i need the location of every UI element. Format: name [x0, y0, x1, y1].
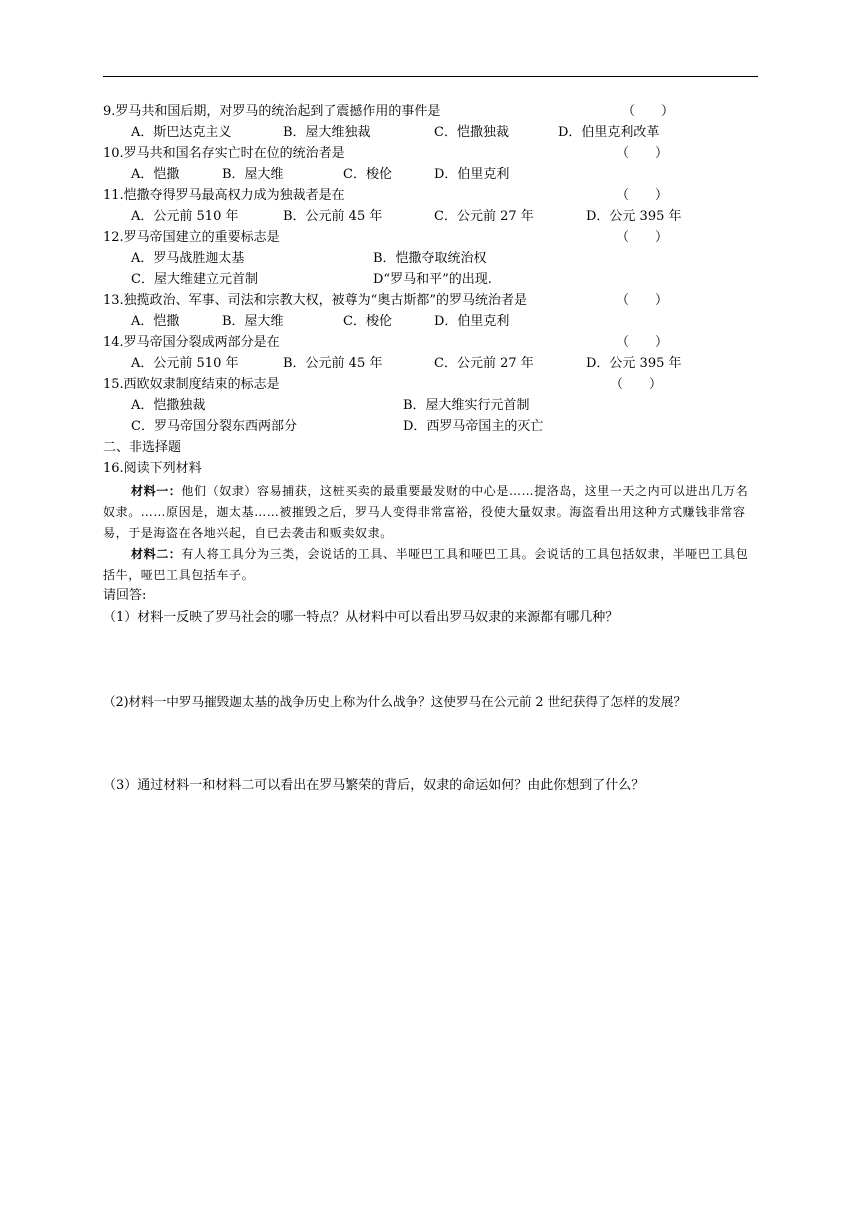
question-12-stem: 12.罗马帝国建立的重要标志是	[103, 230, 280, 245]
option-c: C．屋大维建立元首制	[131, 272, 258, 287]
answer-bracket: （ ）	[616, 293, 669, 308]
question-13-stem: 13.独揽政治、军事、司法和宗教大权，被尊为“奥古斯都”的罗马统治者是	[103, 293, 527, 308]
material-2-label: 材料二：	[131, 547, 182, 561]
section-heading: 二、非选择题	[103, 440, 182, 455]
option-d: D．伯里克利	[434, 314, 510, 329]
option-a: A．斯巴达克主义	[131, 125, 232, 140]
option-b: B．公元前 45 年	[283, 209, 383, 224]
option-a: A．罗马战胜迦太基	[131, 251, 245, 266]
option-b: B．屋大维实行元首制	[403, 398, 530, 413]
material-2	[103, 544, 758, 586]
sub-question-1: （1）材料一反映了罗马社会的哪一特点？从材料中可以看出罗马奴隶的来源都有哪几种？	[103, 610, 619, 625]
header-rule	[103, 76, 758, 77]
option-d: D．伯里克利改革	[558, 125, 660, 140]
question-11-stem: 11.恺撒夺得罗马最高权力成为独裁者是在	[103, 188, 345, 203]
question-9-stem: 9.罗马共和国后期，对罗马的统治起到了震撼作用的事件是	[103, 104, 441, 119]
option-a: A．恺撒	[131, 314, 180, 329]
option-c: C．罗马帝国分裂东西两部分	[131, 419, 297, 434]
option-b: B．恺撒夺取统治权	[373, 251, 487, 266]
sub-question-3: （3）通过材料一和材料二可以看出在罗马繁荣的背后，奴隶的命运如何？由此你想到了什么？	[103, 778, 645, 793]
option-d: D．公元 395 年	[586, 356, 682, 371]
question-14-stem: 14.罗马帝国分裂成两部分是在	[103, 335, 280, 350]
question-10-stem: 10.罗马共和国名存实亡时在位的统治者是	[103, 146, 345, 161]
option-c: C．梭伦	[343, 314, 392, 329]
option-a: A．恺撒独裁	[131, 398, 206, 413]
answer-bracket: （ ）	[610, 377, 663, 392]
answer-bracket: （ ）	[616, 146, 669, 161]
option-c: C．公元前 27 年	[434, 356, 534, 371]
question-16-title: 16.阅读下列材料	[103, 461, 202, 476]
option-d: D．西罗马帝国主的灭亡	[403, 419, 544, 434]
material-2-text: 有人将工具分为三类，会说话的工具、半哑巴工具和哑巴工具。会说话的工具包括奴隶，半哑巴工具包括牛，哑巴工具包括车子。	[103, 547, 749, 582]
material-1-text: 他们（奴隶）容易捕获，这桩买卖的最重要最发财的中心是……提洛岛，这里一天之内可以进出几万名奴隶。……原因是，迦太基……被摧毁之后，罗马人变得非常富裕，役使大量奴隶。海盗看出用这种方式赚钱非常容易，于是海盗在各地兴起，自已去袭击和贩卖奴隶。	[103, 484, 749, 540]
option-b: B．屋大维	[222, 167, 284, 182]
answer-prompt: 请回答:	[103, 588, 147, 603]
option-b: B．屋大维独裁	[283, 125, 371, 140]
sub-question-2: （2)材料一中罗马摧毁迦太基的战争历史上称为什么战争？这使罗马在公元前 2 世纪获得了怎样的发展？	[103, 694, 687, 709]
option-c: C．公元前 27 年	[434, 209, 534, 224]
option-b: B．公元前 45 年	[283, 356, 383, 371]
option-a: A．公元前 510 年	[131, 356, 239, 371]
material-1	[103, 481, 758, 544]
option-c: C．恺撒独裁	[434, 125, 509, 140]
option-a: A．公元前 510 年	[131, 209, 239, 224]
option-d: D．公元 395 年	[586, 209, 682, 224]
option-b: B．屋大维	[222, 314, 284, 329]
answer-bracket: （ ）	[622, 104, 675, 119]
material-1-label: 材料一：	[131, 484, 182, 498]
option-d: D“罗马和平”的出现.	[373, 272, 492, 287]
question-15-stem: 15.西欧奴隶制度结束的标志是	[103, 377, 280, 392]
option-c: C．梭伦	[343, 167, 392, 182]
option-a: A．恺撒	[131, 167, 180, 182]
answer-bracket: （ ）	[616, 188, 669, 203]
option-d: D．伯里克利	[434, 167, 510, 182]
answer-bracket: （ ）	[616, 230, 669, 245]
answer-bracket: （ ）	[616, 335, 669, 350]
